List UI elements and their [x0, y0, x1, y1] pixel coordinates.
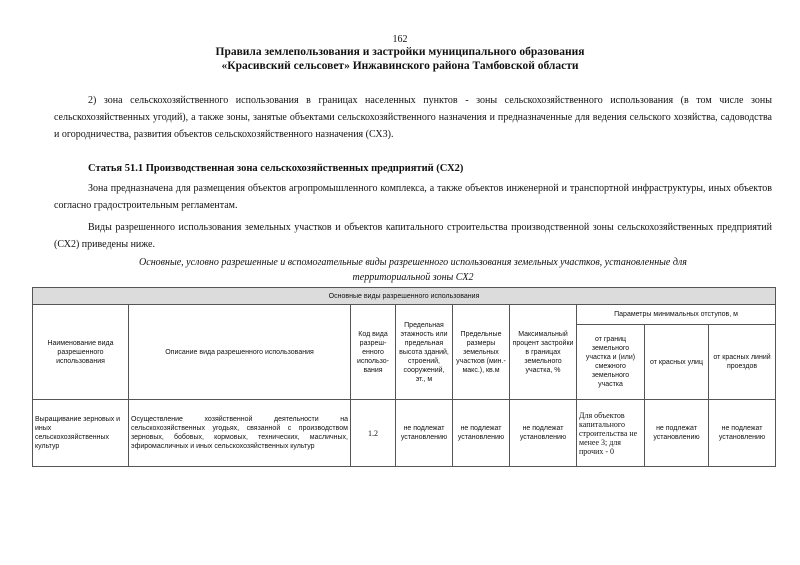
page-number: 162: [392, 34, 408, 45]
header-usage-code: Код вида разреш-енного использо-вания: [351, 305, 396, 400]
table-header-row-1: [33, 305, 776, 325]
header-usage-name: Наименование вида разрешенного использования: [33, 305, 129, 400]
header-plot-size: Предельные размеры земельных участков (мин.-макс.), кв.м: [453, 305, 510, 400]
header-setback-passages: от красных линий проездов: [709, 325, 776, 400]
paragraph-zone-sh3: [54, 92, 772, 143]
cell-setback-passages: не подлежат установлению: [709, 400, 776, 467]
table-caption-line-1: Основные, условно разрешенные и вспомогательные виды разрешенного использования земельных участков, установленные для: [139, 257, 687, 268]
table-caption: [54, 255, 772, 285]
table-row: [33, 400, 776, 467]
cell-plot-size: не подлежат установлению: [453, 400, 510, 467]
paragraph-1-text: 2) зона сельскохозяйственного использования в границах населенных пунктов - зоны сельскохозяйственного использования (в том числе зоны сельскохозяйственных угодий), а также зоны, занятые объектами сельскохозяйственного назначения и предназначенные для ведения сельского хозяйства, садоводства и огородничества, развития объектов сельскохозяйственного назначения (СХ3).: [54, 95, 772, 140]
header-setback-plot: от границ земельного участка и (или) смежного земельного участка: [577, 325, 645, 400]
table-caption-line-2: территориальной зоны СХ2: [352, 272, 474, 283]
title-line-1: Правила землепользования и застройки муниципального образования: [215, 46, 585, 58]
usage-table: [32, 287, 776, 467]
paragraph-2-text: Зона предназначена для размещения объектов агропромышленного комплекса, а также объектов инженерной и транспортной инфраструктуры, иных объектов согласно градостроительным регламентам.: [54, 183, 772, 211]
title-line-2: «Красивский сельсовет» Инжавинского района Тамбовской области: [221, 60, 579, 72]
paragraph-3-text: Виды разрешенного использования земельных участков и объектов капитального строительства производственной зоны сельскохозяйственных предприятий (СХ2) приведены ниже.: [54, 222, 772, 250]
paragraph-zone-purpose: [54, 180, 772, 214]
table-band-row: [33, 288, 776, 305]
cell-max-percent: не подлежат установлению: [510, 400, 577, 467]
header-setback-params: Параметры минимальных отступов, м: [577, 305, 776, 325]
article-heading: Статья 51.1 Производственная зона сельскохозяйственных предприятий (СХ2): [88, 163, 464, 174]
cell-max-floors: не подлежат установлению: [396, 400, 453, 467]
cell-usage-code: 1.2: [351, 400, 396, 467]
cell-setback-plot: Для объектов капитального строительства не менее 3; для прочих - 0: [577, 400, 645, 467]
document-title: [0, 45, 800, 73]
header-max-floors: Предельная этажность или предельная высота зданий, строений, сооружений, эт., м: [396, 305, 453, 400]
header-setback-streets: от красных улиц: [645, 325, 709, 400]
cell-setback-streets: не подлежат установлению: [645, 400, 709, 467]
cell-usage-name: Выращивание зерновых и иных сельскохозяйственных культур: [33, 400, 129, 467]
header-max-percent: Максимальный процент застройки в границах земельного участка, %: [510, 305, 577, 400]
band-main-usage: Основные виды разрешенного использования: [33, 288, 776, 305]
paragraph-usage-types: [54, 219, 772, 253]
cell-usage-description: Осуществление хозяйственной деятельности на сельскохозяйственных угодьях, связанной с производством зерновых, бобовых, кормовых, технических, масличных, эфиромасличных и иных сельскохозяйственных культур: [129, 400, 351, 467]
header-usage-description: Описание вида разрешенного использования: [129, 305, 351, 400]
